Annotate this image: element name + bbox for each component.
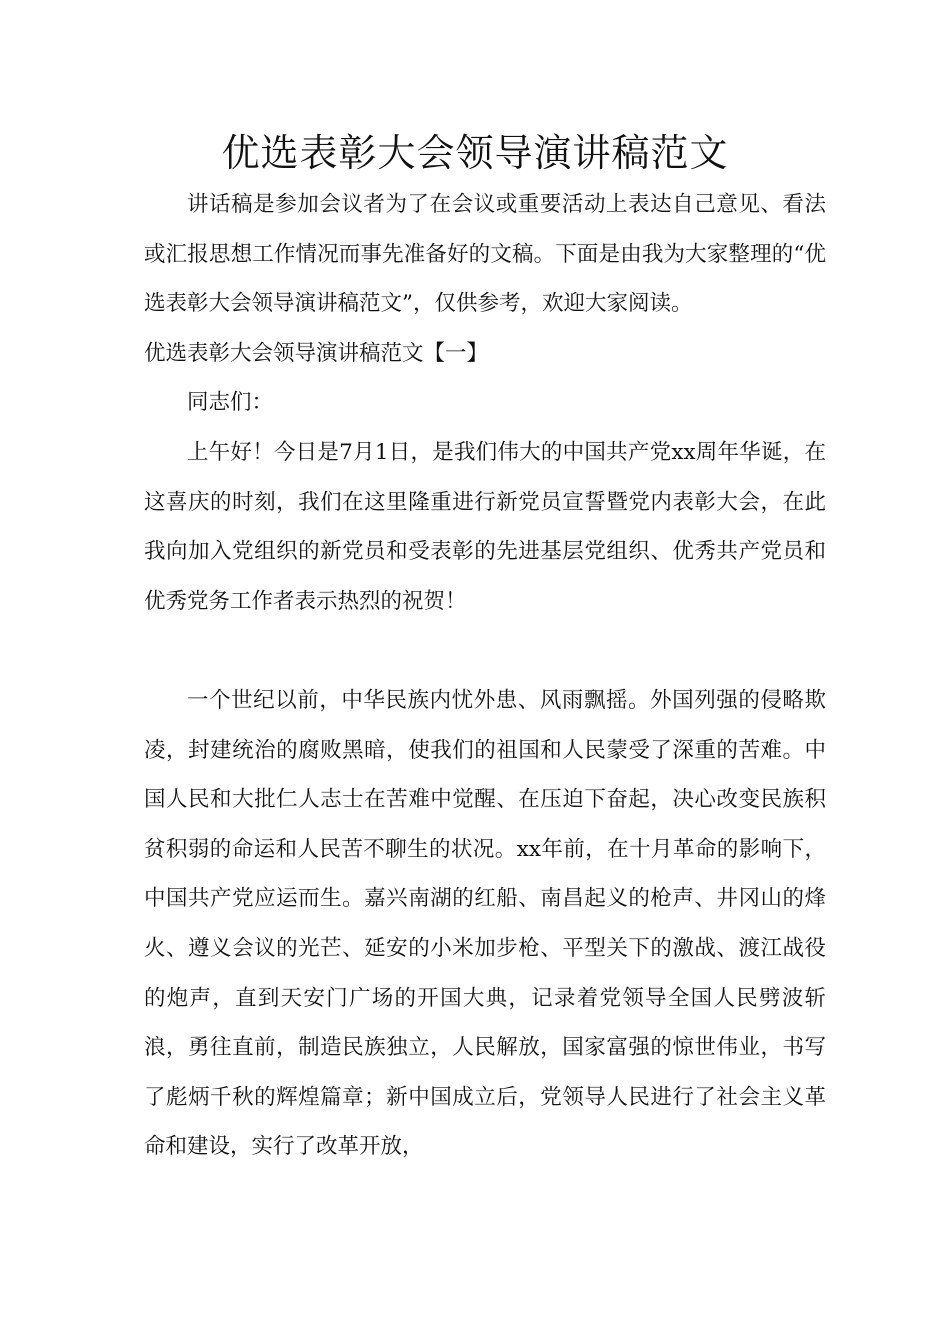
document-body bbox=[144, 180, 826, 1172]
body-paragraph-1: 上午好！今日是7月1日，是我们伟大的中国共产党xx周年华诞，在这喜庆的时刻，我们在这里隆重进行新党员宣誓暨党内表彰大会，在此我向加入党组织的新党员和受表彰的先进基层党组织、优秀共产党员和优秀党务工作者表示热烈的祝贺！ bbox=[144, 439, 826, 614]
body-paragraph-2: 一个世纪以前，中华民族内忧外患、风雨飘摇。外国列强的侵略欺凌，封建统治的腐败黑暗，使我们的祖国和人民蒙受了深重的苦难。中国人民和大批仁人志士在苦难中觉醒、在压迫下奋起，决心改变民族积贫积弱的命运和人民苦不聊生的状况。xx年前，在十月革命的影响下，中国共产党应运而生。嘉兴南湖的红船、南昌起义的枪声、井冈山的烽火、遵义会议的光芒、延安的小米加步枪、平型关下的激战、渡江战役的炮声，直到天安门广场的开国大典，记录着党领导全国人民劈波斩浪，勇往直前，制造民族独立，人民解放，国家富强的惊世伟业，书写了彪炳千秋的辉煌篇章；新中国成立后，党领导人民进行了社会主义革命和建设，实行了改革开放， bbox=[144, 687, 826, 1160]
salutation: 同志们： bbox=[187, 390, 274, 416]
page-title: 优选表彰大会领导演讲稿范文 bbox=[221, 131, 729, 175]
section-heading: 优选表彰大会领导演讲稿范文【一】 bbox=[144, 340, 489, 366]
intro-paragraph: 讲话稿是参加会议者为了在会议或重要活动上表达自己意见、看法或汇报思想工作情况而事先准备好的文稿。下面是由我为大家整理的“优选表彰大会领导演讲稿范文”，仅供参考，欢迎大家阅读。 bbox=[144, 192, 826, 317]
paragraph-spacer bbox=[144, 626, 826, 676]
